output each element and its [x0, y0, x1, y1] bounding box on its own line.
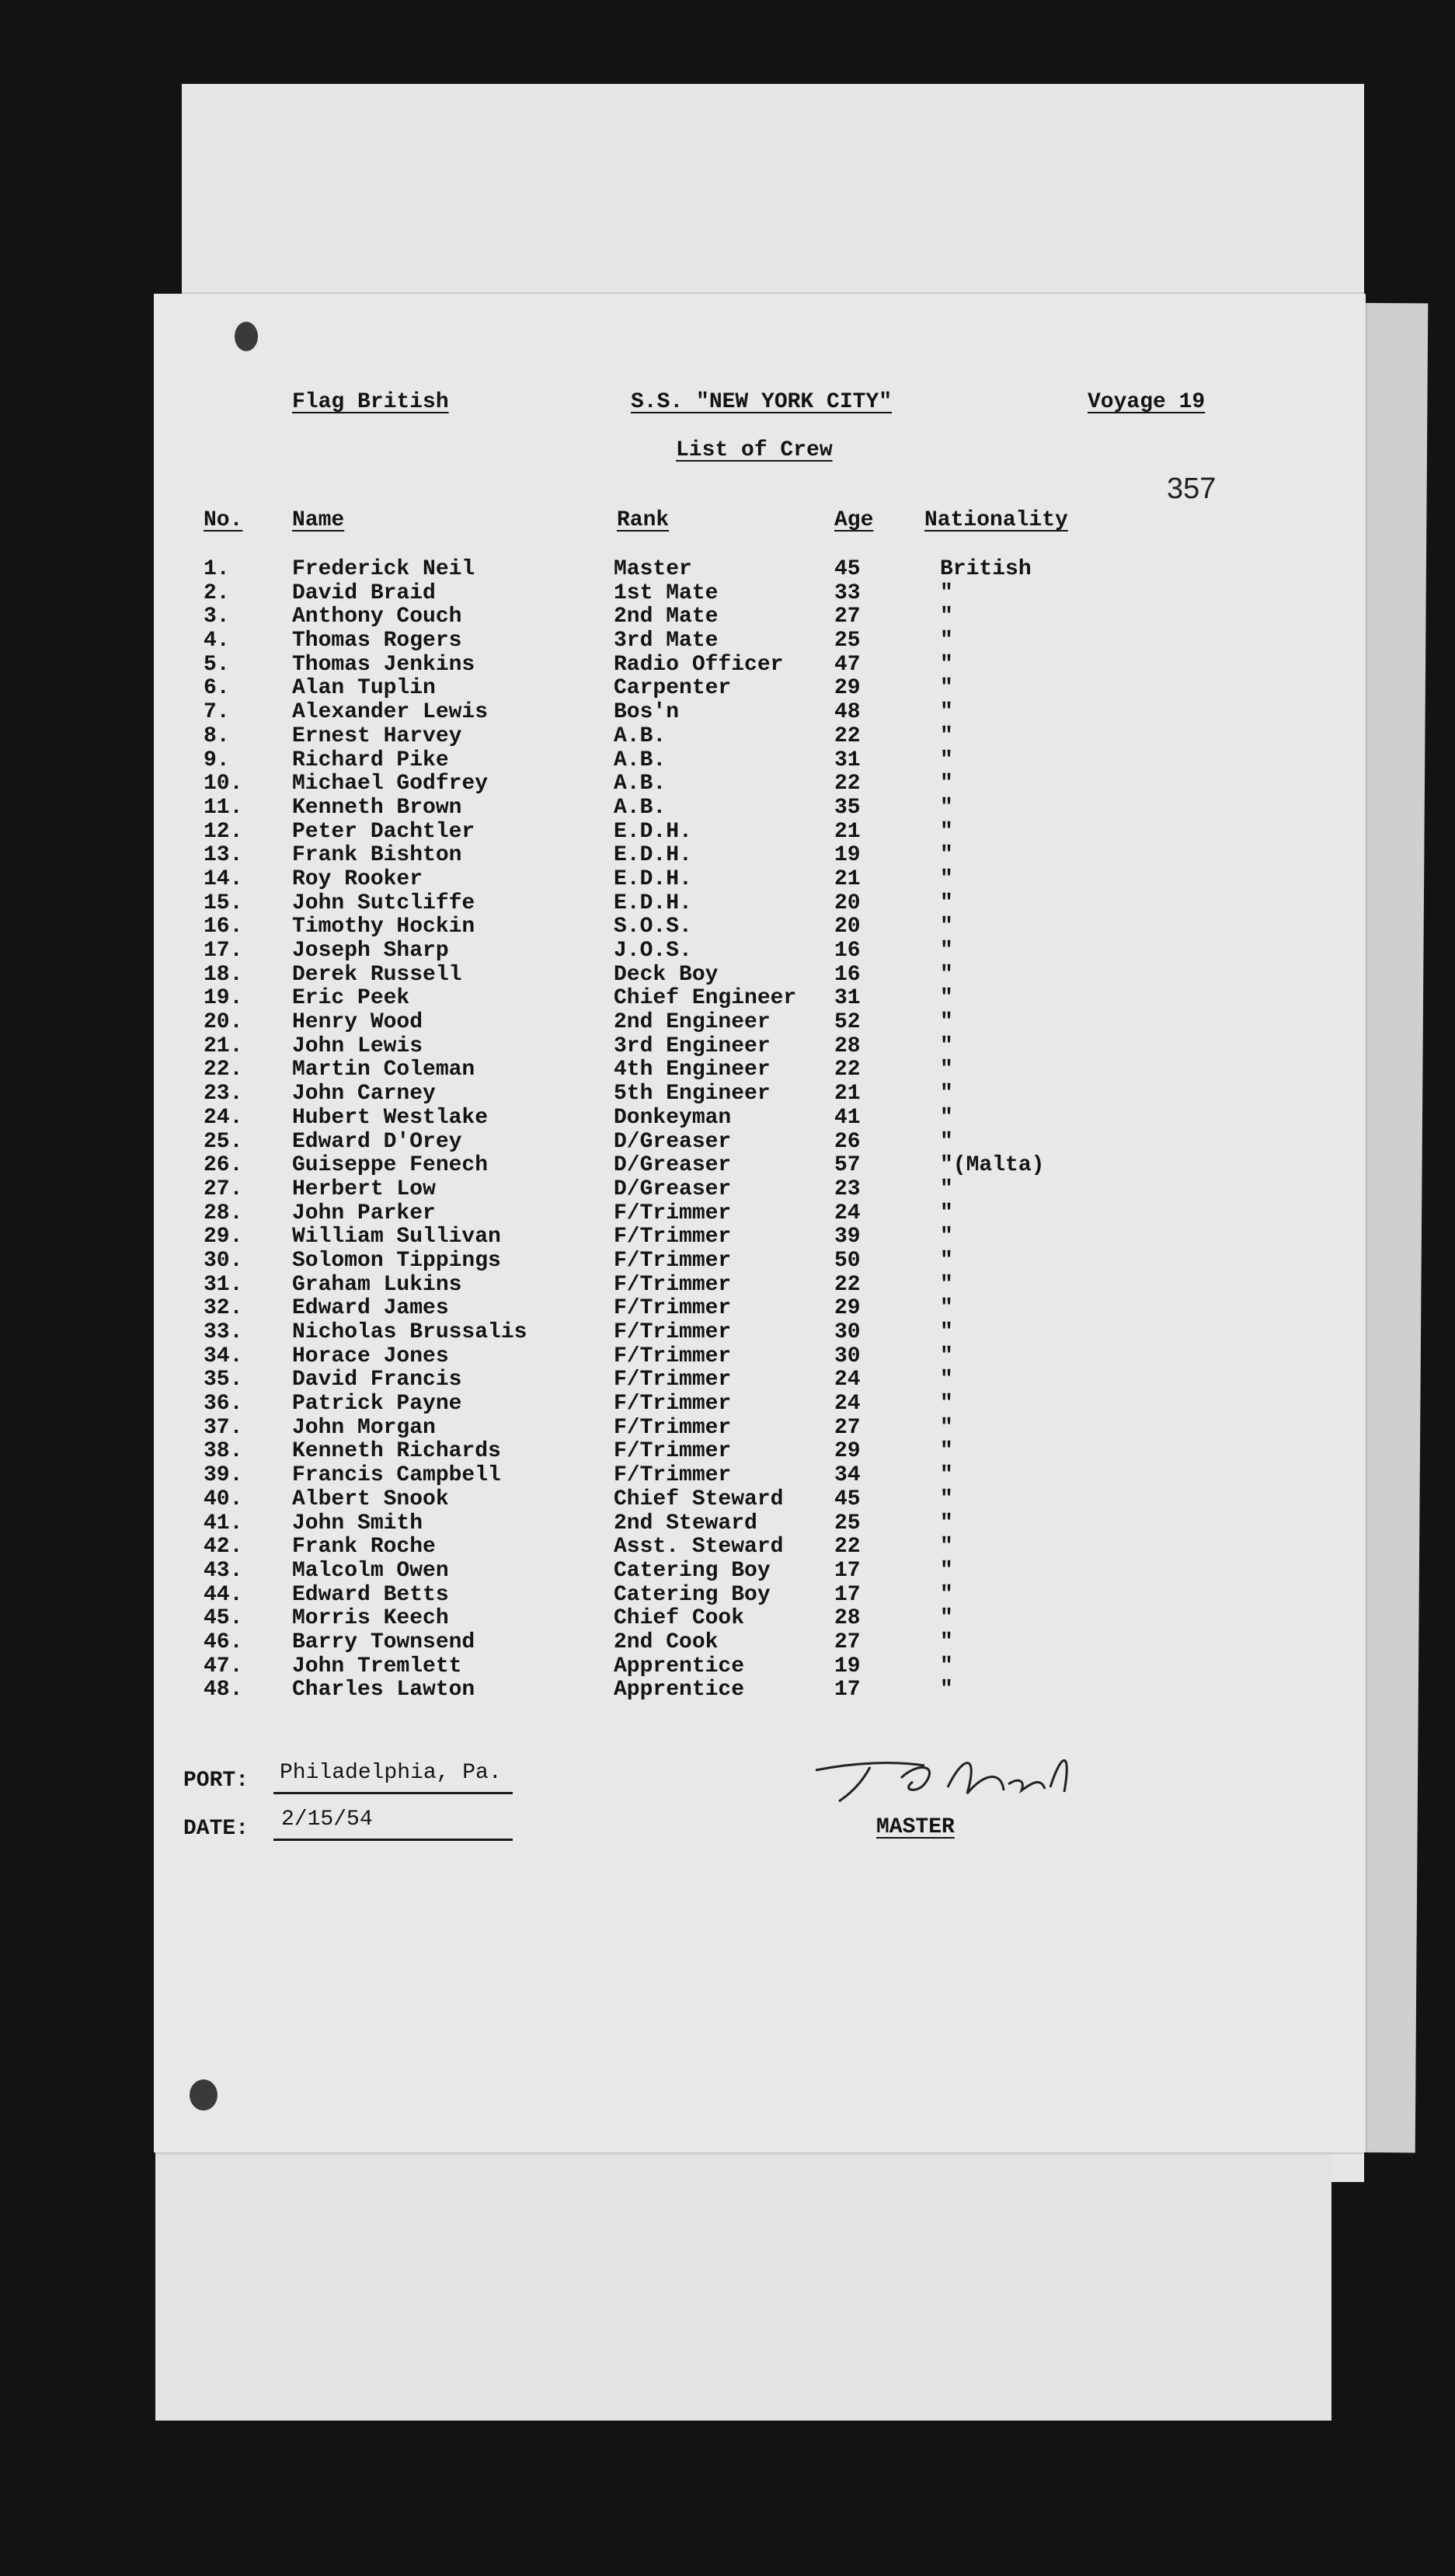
- punch-hole-top: [235, 322, 258, 351]
- crew-name: Malcolm Owen: [292, 1558, 449, 1583]
- crew-rank: F/Trimmer: [614, 1272, 732, 1297]
- crew-age: 16: [834, 939, 861, 963]
- crew-name: Roy Rooker: [292, 866, 423, 891]
- crew-name: Ernest Harvey: [292, 723, 462, 748]
- crew-rank: S.O.S.: [614, 915, 692, 939]
- crew-name: Solomon Tippings: [292, 1248, 501, 1273]
- crew-age: 45: [834, 557, 861, 581]
- crew-rank: Asst. Steward: [614, 1535, 784, 1560]
- crew-number: 26.: [204, 1153, 243, 1178]
- crew-rank: Chief Cook: [614, 1606, 745, 1631]
- column-header-name: Name: [292, 508, 345, 532]
- crew-nationality: ": [940, 1272, 953, 1297]
- crew-name: Guiseppe Fenech: [292, 1153, 489, 1178]
- crew-rank: Chief Steward: [614, 1487, 784, 1511]
- crew-rank: A.B.: [614, 772, 667, 797]
- crew-age: 21: [834, 819, 861, 844]
- crew-name: Hubert Westlake: [292, 1105, 489, 1130]
- crew-rank: D/Greaser: [614, 1129, 732, 1154]
- crew-name: John Morgan: [292, 1415, 436, 1440]
- crew-rank: F/Trimmer: [614, 1344, 732, 1368]
- crew-name: Alan Tuplin: [292, 676, 436, 701]
- crew-name: Edward James: [292, 1296, 449, 1321]
- crew-number: 44.: [204, 1582, 243, 1607]
- crew-rank: F/Trimmer: [614, 1415, 732, 1440]
- crew-rank: F/Trimmer: [614, 1248, 732, 1273]
- crew-number: 9.: [204, 748, 230, 772]
- crew-number: 33.: [204, 1320, 243, 1344]
- crew-number: 13.: [204, 843, 243, 868]
- column-header-no: No.: [204, 508, 243, 532]
- crew-rank: Master: [614, 557, 692, 581]
- crew-number: 24.: [204, 1105, 243, 1130]
- crew-nationality: ": [940, 891, 953, 915]
- crew-number: 45.: [204, 1606, 243, 1631]
- crew-rank: 4th Engineer: [614, 1058, 771, 1082]
- crew-nationality: ": [940, 652, 953, 677]
- crew-nationality: ": [940, 843, 953, 868]
- crew-nationality: ": [940, 1320, 953, 1344]
- crew-number: 32.: [204, 1296, 243, 1321]
- crew-nationality: ": [940, 1296, 953, 1321]
- date-label: DATE:: [183, 1817, 249, 1841]
- crew-name: Nicholas Brussalis: [292, 1320, 527, 1344]
- crew-nationality: ": [940, 1368, 953, 1393]
- flag-header: Flag British: [292, 390, 449, 414]
- crew-age: 24: [834, 1201, 861, 1225]
- date-line: [273, 1839, 513, 1841]
- crew-nationality: British: [940, 557, 1032, 581]
- crew-name: Derek Russell: [292, 962, 462, 987]
- crew-nationality: ": [940, 1439, 953, 1464]
- crew-nationality: ": [940, 1392, 953, 1417]
- crew-name: Herbert Low: [292, 1176, 436, 1201]
- crew-age: 45: [834, 1487, 861, 1511]
- crew-name: John Tremlett: [292, 1654, 462, 1678]
- crew-nationality: ": [940, 748, 953, 772]
- crew-number: 19.: [204, 986, 243, 1011]
- crew-name: Alexander Lewis: [292, 700, 489, 725]
- crew-rank: E.D.H.: [614, 843, 692, 868]
- crew-number: 1.: [204, 557, 230, 581]
- crew-name: Graham Lukins: [292, 1272, 462, 1297]
- crew-number: 27.: [204, 1176, 243, 1201]
- crew-nationality: ": [940, 1201, 953, 1225]
- crew-number: 35.: [204, 1368, 243, 1393]
- crew-age: 20: [834, 891, 861, 915]
- master-label: MASTER: [876, 1815, 955, 1839]
- list-title: List of Crew: [676, 438, 833, 462]
- crew-age: 30: [834, 1320, 861, 1344]
- crew-nationality: ": [940, 1034, 953, 1058]
- crew-nationality: ": [940, 1654, 953, 1678]
- crew-nationality: ": [940, 1511, 953, 1535]
- crew-name: Edward D'Orey: [292, 1129, 462, 1154]
- crew-name: Michael Godfrey: [292, 772, 489, 797]
- crew-number: 25.: [204, 1129, 243, 1154]
- crew-rank: Apprentice: [614, 1678, 745, 1703]
- crew-nationality: ": [940, 1105, 953, 1130]
- crew-name: David Francis: [292, 1368, 462, 1393]
- crew-rank: Donkeyman: [614, 1105, 732, 1130]
- voyage-header: Voyage 19: [1088, 390, 1206, 414]
- crew-age: 22: [834, 1535, 861, 1560]
- crew-age: 23: [834, 1176, 861, 1201]
- crew-rank: J.O.S.: [614, 939, 692, 963]
- crew-name: Timothy Hockin: [292, 915, 475, 939]
- crew-age: 33: [834, 580, 861, 605]
- crew-name: Thomas Jenkins: [292, 652, 475, 677]
- crew-number: 4.: [204, 629, 230, 654]
- crew-rank: Catering Boy: [614, 1558, 771, 1583]
- crew-age: 17: [834, 1582, 861, 1607]
- crew-number: 37.: [204, 1415, 243, 1440]
- crew-age: 27: [834, 605, 861, 629]
- crew-name: John Sutcliffe: [292, 891, 475, 915]
- crew-number: 5.: [204, 652, 230, 677]
- crew-number: 40.: [204, 1487, 243, 1511]
- crew-number: 47.: [204, 1654, 243, 1678]
- crew-nationality: ": [940, 1010, 953, 1035]
- crew-age: 20: [834, 915, 861, 939]
- crew-rank: F/Trimmer: [614, 1296, 732, 1321]
- crew-number: 2.: [204, 580, 230, 605]
- crew-rank: 3rd Engineer: [614, 1034, 771, 1058]
- crew-rank: Bos'n: [614, 700, 680, 725]
- crew-rank: A.B.: [614, 748, 667, 772]
- crew-number: 36.: [204, 1392, 243, 1417]
- crew-nationality: ": [940, 629, 953, 654]
- crew-name: Martin Coleman: [292, 1058, 475, 1082]
- crew-nationality: ": [940, 1248, 953, 1273]
- crew-rank: F/Trimmer: [614, 1320, 732, 1344]
- crew-nationality: ": [940, 772, 953, 797]
- crew-nationality: ": [940, 939, 953, 963]
- crew-number: 41.: [204, 1511, 243, 1535]
- crew-number: 8.: [204, 723, 230, 748]
- crew-age: 35: [834, 795, 861, 820]
- crew-rank: F/Trimmer: [614, 1225, 732, 1250]
- crew-age: 48: [834, 700, 861, 725]
- crew-rank: F/Trimmer: [614, 1439, 732, 1464]
- port-line: [273, 1792, 513, 1794]
- crew-rank: Apprentice: [614, 1654, 745, 1678]
- crew-nationality: ": [940, 676, 953, 701]
- crew-age: 22: [834, 1272, 861, 1297]
- crew-number: 30.: [204, 1248, 243, 1273]
- crew-nationality: ": [940, 1558, 953, 1583]
- crew-nationality: ": [940, 605, 953, 629]
- crew-rank: 5th Engineer: [614, 1082, 771, 1107]
- crew-age: 25: [834, 1511, 861, 1535]
- crew-name: Horace Jones: [292, 1344, 449, 1368]
- crew-name: Joseph Sharp: [292, 939, 449, 963]
- crew-rank: Chief Engineer: [614, 986, 797, 1011]
- page-number: 357: [1167, 472, 1217, 505]
- crew-age: 28: [834, 1606, 861, 1631]
- crew-name: William Sullivan: [292, 1225, 501, 1250]
- crew-name: Richard Pike: [292, 748, 449, 772]
- crew-rank: 2nd Engineer: [614, 1010, 771, 1035]
- crew-name: John Carney: [292, 1082, 436, 1107]
- crew-number: 3.: [204, 605, 230, 629]
- crew-number: 6.: [204, 676, 230, 701]
- crew-age: 17: [834, 1678, 861, 1703]
- crew-name: Charles Lawton: [292, 1678, 475, 1703]
- crew-age: 25: [834, 629, 861, 654]
- port-label: PORT:: [183, 1769, 249, 1793]
- crew-number: 23.: [204, 1082, 243, 1107]
- crew-name: Morris Keech: [292, 1606, 449, 1631]
- crew-name: Barry Townsend: [292, 1630, 475, 1654]
- crew-rank: F/Trimmer: [614, 1368, 732, 1393]
- crew-name: Albert Snook: [292, 1487, 449, 1511]
- crew-age: 41: [834, 1105, 861, 1130]
- crew-age: 19: [834, 1654, 861, 1678]
- crew-number: 17.: [204, 939, 243, 963]
- crew-age: 34: [834, 1463, 861, 1488]
- crew-number: 16.: [204, 915, 243, 939]
- crew-nationality: ": [940, 1225, 953, 1250]
- crew-number: 12.: [204, 819, 243, 844]
- crew-number: 7.: [204, 700, 230, 725]
- crew-name: John Parker: [292, 1201, 436, 1225]
- date-value: 2/15/54: [281, 1807, 373, 1832]
- crew-age: 22: [834, 1058, 861, 1082]
- punch-hole-bottom: [190, 2079, 218, 2111]
- crew-nationality: ": [940, 1058, 953, 1082]
- column-header-rank: Rank: [617, 508, 670, 532]
- crew-age: 21: [834, 1082, 861, 1107]
- crew-name: Thomas Rogers: [292, 629, 462, 654]
- crew-age: 24: [834, 1368, 861, 1393]
- crew-rank: D/Greaser: [614, 1153, 732, 1178]
- crew-age: 30: [834, 1344, 861, 1368]
- crew-age: 24: [834, 1392, 861, 1417]
- crew-rank: Catering Boy: [614, 1582, 771, 1607]
- crew-age: 22: [834, 772, 861, 797]
- crew-nationality: ": [940, 1630, 953, 1654]
- crew-name: Eric Peek: [292, 986, 410, 1011]
- crew-nationality: ": [940, 795, 953, 820]
- crew-nationality: ": [940, 1535, 953, 1560]
- crew-nationality: ": [940, 819, 953, 844]
- crew-age: 17: [834, 1558, 861, 1583]
- crew-age: 29: [834, 676, 861, 701]
- crew-nationality: ": [940, 723, 953, 748]
- column-header-nationality: Nationality: [924, 508, 1068, 532]
- crew-rank: Radio Officer: [614, 652, 784, 677]
- crew-rank: A.B.: [614, 795, 667, 820]
- crew-age: 29: [834, 1439, 861, 1464]
- crew-rank: 2nd Cook: [614, 1630, 719, 1654]
- crew-number: 29.: [204, 1225, 243, 1250]
- crew-nationality: ": [940, 1344, 953, 1368]
- crew-name: David Braid: [292, 580, 436, 605]
- master-signature: [808, 1739, 1088, 1809]
- crew-rank: Carpenter: [614, 676, 732, 701]
- crew-number: 10.: [204, 772, 243, 797]
- crew-nationality: ": [940, 866, 953, 891]
- ship-name-header: S.S. "NEW YORK CITY": [631, 390, 893, 414]
- crew-rank: F/Trimmer: [614, 1392, 732, 1417]
- crew-name: Francis Campbell: [292, 1463, 501, 1488]
- crew-rank: 2nd Steward: [614, 1511, 757, 1535]
- port-value: Philadelphia, Pa.: [280, 1761, 502, 1785]
- bottom-sheet: [155, 2145, 1331, 2421]
- crew-rank: D/Greaser: [614, 1176, 732, 1201]
- crew-name: Frank Bishton: [292, 843, 462, 868]
- crew-name: Patrick Payne: [292, 1392, 462, 1417]
- crew-name: John Smith: [292, 1511, 423, 1535]
- crew-age: 50: [834, 1248, 861, 1273]
- crew-name: Kenneth Richards: [292, 1439, 501, 1464]
- crew-name: Anthony Couch: [292, 605, 462, 629]
- crew-name: Kenneth Brown: [292, 795, 462, 820]
- crew-age: 31: [834, 748, 861, 772]
- crew-age: 31: [834, 986, 861, 1011]
- crew-rank: F/Trimmer: [614, 1201, 732, 1225]
- crew-name: Frederick Neil: [292, 557, 475, 581]
- crew-name: Frank Roche: [292, 1535, 436, 1560]
- crew-nationality: ": [940, 1606, 953, 1631]
- crew-number: 48.: [204, 1678, 243, 1703]
- crew-name: John Lewis: [292, 1034, 423, 1058]
- crew-age: 29: [834, 1296, 861, 1321]
- crew-nationality: ": [940, 962, 953, 987]
- crew-number: 15.: [204, 891, 243, 915]
- crew-nationality: ": [940, 1463, 953, 1488]
- crew-age: 39: [834, 1225, 861, 1250]
- crew-nationality: ": [940, 1176, 953, 1201]
- crew-nationality: ": [940, 580, 953, 605]
- crew-number: 39.: [204, 1463, 243, 1488]
- crew-nationality: ": [940, 915, 953, 939]
- crew-number: 18.: [204, 962, 243, 987]
- crew-age: 16: [834, 962, 861, 987]
- crew-age: 19: [834, 843, 861, 868]
- crew-number: 42.: [204, 1535, 243, 1560]
- crew-age: 26: [834, 1129, 861, 1154]
- crew-number: 21.: [204, 1034, 243, 1058]
- crew-number: 11.: [204, 795, 243, 820]
- crew-number: 43.: [204, 1558, 243, 1583]
- crew-number: 46.: [204, 1630, 243, 1654]
- crew-nationality: ": [940, 1415, 953, 1440]
- crew-number: 20.: [204, 1010, 243, 1035]
- crew-rank: F/Trimmer: [614, 1463, 732, 1488]
- crew-nationality: ": [940, 1082, 953, 1107]
- crew-nationality: ": [940, 1129, 953, 1154]
- crew-rank: E.D.H.: [614, 819, 692, 844]
- crew-number: 38.: [204, 1439, 243, 1464]
- crew-age: 57: [834, 1153, 861, 1178]
- crew-nationality: ": [940, 1678, 953, 1703]
- crew-nationality: ": [940, 1487, 953, 1511]
- crew-age: 27: [834, 1415, 861, 1440]
- crew-number: 28.: [204, 1201, 243, 1225]
- crew-name: Peter Dachtler: [292, 819, 475, 844]
- crew-age: 27: [834, 1630, 861, 1654]
- crew-number: 31.: [204, 1272, 243, 1297]
- crew-age: 21: [834, 866, 861, 891]
- crew-rank: 3rd Mate: [614, 629, 719, 654]
- crew-rank: 1st Mate: [614, 580, 719, 605]
- crew-rank: E.D.H.: [614, 891, 692, 915]
- crew-age: 47: [834, 652, 861, 677]
- crew-nationality: "(Malta): [940, 1153, 1045, 1178]
- crew-nationality: ": [940, 986, 953, 1011]
- crew-name: Edward Betts: [292, 1582, 449, 1607]
- crew-rank: 2nd Mate: [614, 605, 719, 629]
- column-header-age: Age: [834, 508, 874, 532]
- crew-age: 22: [834, 723, 861, 748]
- crew-name: Henry Wood: [292, 1010, 423, 1035]
- crew-age: 52: [834, 1010, 861, 1035]
- crew-number: 34.: [204, 1344, 243, 1368]
- crew-age: 28: [834, 1034, 861, 1058]
- crew-number: 14.: [204, 866, 243, 891]
- crew-rank: E.D.H.: [614, 866, 692, 891]
- crew-rank: Deck Boy: [614, 962, 719, 987]
- crew-nationality: ": [940, 1582, 953, 1607]
- crew-rank: A.B.: [614, 723, 667, 748]
- crew-number: 22.: [204, 1058, 243, 1082]
- crew-nationality: ": [940, 700, 953, 725]
